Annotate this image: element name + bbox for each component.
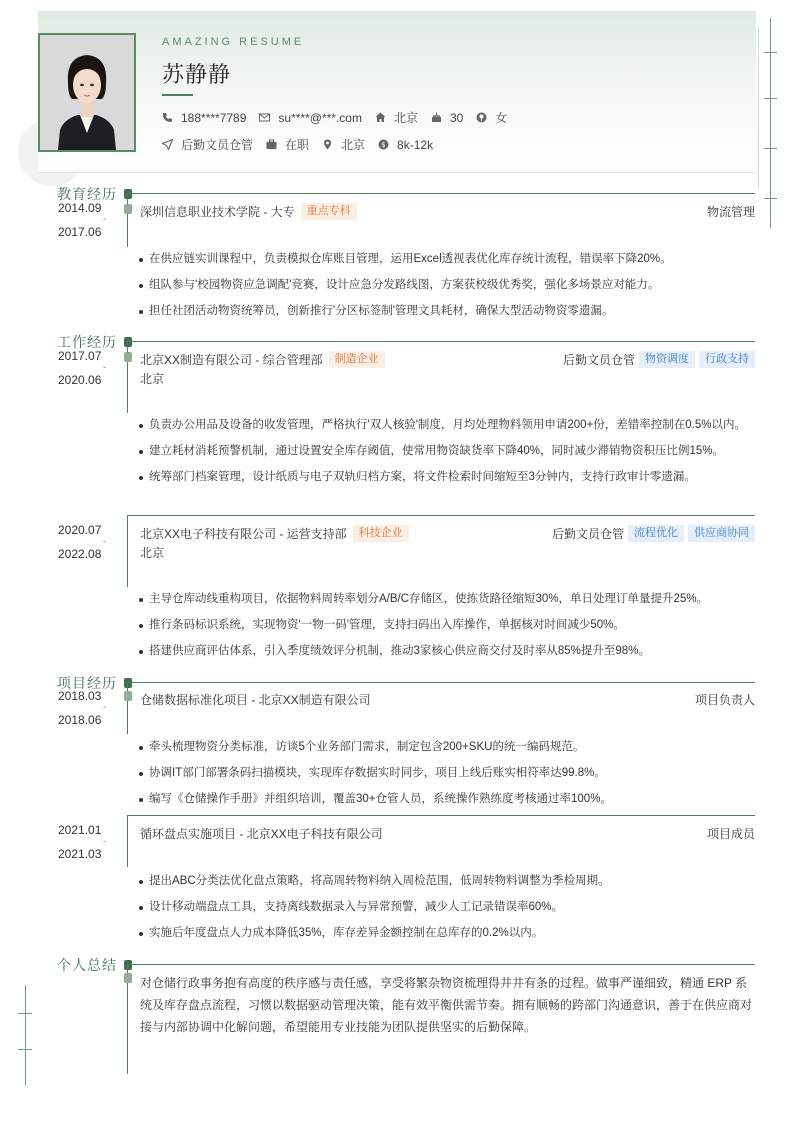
cake-icon <box>431 112 442 123</box>
date-separator: - <box>103 836 106 846</box>
work-end-date: 2020.06 <box>58 373 102 387</box>
list-item: 主导仓库动线重构项目，依据物料周转率划分A/B/C存储区，使拣货路径缩短30%，单日处理订单量提升25%。 <box>137 589 755 611</box>
contact-email <box>259 111 362 125</box>
list-item: 搭建供应商评估体系，引入季度绩效评分机制，推动3家核心供应商交付及时率从85%提升至98%。 <box>137 641 755 663</box>
entry-rule <box>127 815 755 816</box>
decorative-tick <box>18 1049 32 1050</box>
gender-value: 女 <box>495 111 508 125</box>
edu-school-row <box>140 203 357 220</box>
section-title-project: 项目经历 <box>57 675 117 691</box>
project-bullets <box>137 871 755 949</box>
intent-status <box>266 136 309 153</box>
list-item: 建立耗材消耗预警机制，通过设置安全库存阈值，使常用物资缺货率下降40%，同时减少滞销物资积压比例15%。 <box>137 441 755 463</box>
intent-salary <box>378 138 433 152</box>
section-title-education: 教育经历 <box>57 186 117 202</box>
list-item: 负责办公用品及设备的收发管理，严格执行'双人核验'制度，月均处理物料领用申请200+份，差错率控制在0.5%以内。 <box>137 415 755 437</box>
section-title-summary: 个人总结 <box>57 957 117 973</box>
decorative-tick <box>764 52 777 53</box>
company-name: 北京XX制造有限公司 - 综合管理部 <box>140 353 323 367</box>
age-value: 30 <box>449 110 464 125</box>
decorative-right-line <box>770 18 771 228</box>
entry-marker <box>124 973 132 983</box>
list-item: 协调IT部门部署条码扫描模块，实现库存数据实时同步，项目上线后账实相符率达99.8%。 <box>137 763 755 785</box>
section-rule <box>127 682 755 683</box>
role-tag: 流程优化 <box>628 525 684 542</box>
school-name: 深圳信息职业技术学院 - 大专 <box>140 205 295 219</box>
header-divider <box>38 172 756 173</box>
resume-subtitle: AMAZING RESUME <box>162 36 305 48</box>
project-end-date: 2018.06 <box>58 713 102 727</box>
project-start-date: 2018.03 <box>58 689 102 703</box>
intent-row <box>162 136 446 153</box>
date-separator: - <box>103 362 106 372</box>
location-pin-icon <box>322 139 333 150</box>
edu-major: 物流管理 <box>706 205 755 219</box>
contact-gender <box>476 109 507 126</box>
edu-bullets <box>137 249 755 327</box>
decorative-tick <box>764 98 777 99</box>
timeline-line <box>127 515 128 587</box>
candidate-name: 苏静静 <box>162 62 232 87</box>
intent-position <box>162 136 253 153</box>
section-title-work: 工作经历 <box>57 334 117 350</box>
list-item: 推行条码标识系统，实现物资'一物一码'管理，支持扫码出入库操作，单据核对时间减少50%。 <box>137 615 755 637</box>
project-name: 循环盘点实施项目 - 北京XX电子科技有限公司 <box>140 827 383 841</box>
mail-icon <box>259 112 270 123</box>
edu-start-date: 2014.09 <box>58 201 102 215</box>
profile-photo <box>38 33 136 152</box>
company-tag: 科技企业 <box>353 525 409 542</box>
contact-age <box>431 111 463 125</box>
role-title: 后勤文员仓管 <box>562 353 635 367</box>
company-name: 北京XX电子科技有限公司 - 运营支持部 <box>140 527 347 541</box>
phone-icon <box>162 112 173 123</box>
date-separator: - <box>103 702 106 712</box>
svg-text:$: $ <box>381 141 386 150</box>
section-rule <box>127 964 755 965</box>
decorative-left-line <box>25 985 26 1085</box>
send-icon <box>162 139 173 150</box>
name-underline <box>162 94 193 96</box>
project-start-date: 2021.01 <box>58 823 102 837</box>
date-separator: - <box>103 214 106 224</box>
list-item: 提出ABC分类法优化盘点策略，将高周转物料纳入周检范围，低周转物料调整为季检周期。 <box>137 871 755 893</box>
list-item: 组队参与'校园物资应急调配'竞赛，设计应急分发路线图，方案获校级优秀奖，强化多场景应对能力。 <box>137 275 755 297</box>
phone-value: 188****7789 <box>181 110 247 125</box>
salary-value: 8k-12k <box>397 137 434 152</box>
timeline-line <box>127 193 128 247</box>
intent-city <box>322 136 365 153</box>
timeline-line <box>127 815 128 867</box>
project-role: 项目成员 <box>706 827 755 841</box>
section-marker <box>124 189 132 199</box>
contact-phone <box>162 111 246 125</box>
project-name: 仓储数据标准化项目 - 北京XX制造有限公司 <box>140 693 371 707</box>
work-role-row <box>563 351 755 368</box>
date-separator: - <box>103 536 106 546</box>
decorative-tick <box>764 198 777 199</box>
header-side-line <box>758 28 759 188</box>
avatar-portrait <box>40 35 134 150</box>
section-marker <box>124 678 132 688</box>
city-value: 北京 <box>393 111 418 125</box>
section-rule <box>127 193 755 194</box>
project-role: 项目负责人 <box>694 693 755 707</box>
school-tag: 重点专科 <box>301 203 357 220</box>
contact-city <box>375 109 418 126</box>
work-start-date: 2020.07 <box>58 523 102 537</box>
briefcase-icon <box>266 139 277 150</box>
work-city: 北京 <box>140 546 165 560</box>
work-role-row <box>552 525 755 542</box>
role-tag: 供应商协同 <box>688 525 755 542</box>
contact-row <box>162 109 520 126</box>
money-icon <box>378 139 389 150</box>
project-bullets <box>137 737 755 815</box>
email-value: su****@***.com <box>278 110 362 125</box>
status-value: 在职 <box>285 138 310 152</box>
home-icon <box>375 112 386 123</box>
list-item: 设计移动端盘点工具，支持离线数据录入与异常预警，减少人工记录错误率60%。 <box>137 897 755 919</box>
role-title: 后勤文员仓管 <box>551 527 624 541</box>
position-value: 后勤文员仓管 <box>181 138 254 152</box>
list-item: 实施后年度盘点人力成本降低35%，库存差异金额控制在总库存的0.2%以内。 <box>137 923 755 945</box>
work-city: 北京 <box>140 372 165 386</box>
list-item: 编写《仓储操作手册》并组织培训，覆盖30+仓管人员，系统操作熟练度考核通过率100%。 <box>137 789 755 811</box>
list-item: 牵头梳理物资分类标准，访谈5个业务部门需求，制定包含200+SKU的统一编码规范。 <box>137 737 755 759</box>
project-end-date: 2021.03 <box>58 847 102 861</box>
work-bullets <box>137 415 755 493</box>
summary-text: 对仓储行政事务抱有高度的秩序感与责任感，享受将繁杂物资梳理得井井有条的过程。做事严谨细致，精通 ERP 系统及库存盘点流程，习惯以数据驱动管理决策，能有效平衡供需节奏。拥有顺畅的跨部门沟通意识，善于在供应商对接与内部协调中化解问题，希望能用专业技能为团队提供坚实的后勤保障。 <box>140 976 753 1034</box>
edu-end-date: 2017.06 <box>58 225 102 239</box>
intent-city-value: 北京 <box>341 138 366 152</box>
work-company-row <box>140 351 385 368</box>
gender-icon <box>476 112 487 123</box>
section-rule <box>127 341 755 342</box>
timeline-line <box>127 682 128 734</box>
decorative-tick <box>18 1013 32 1014</box>
list-item: 在供应链实训课程中，负责模拟仓库账目管理，运用Excel透视表优化库存统计流程，错误率下降20%。 <box>137 249 755 271</box>
work-end-date: 2022.08 <box>58 547 102 561</box>
section-marker <box>124 337 132 347</box>
entry-marker <box>124 691 132 701</box>
section-marker <box>124 960 132 970</box>
entry-rule <box>127 515 755 516</box>
list-item: 担任社团活动物资统筹员，创新推行'分区标签制'管理文具耗材，确保大型活动物资零遗漏。 <box>137 301 755 323</box>
list-item: 统筹部门档案管理，设计纸质与电子双轨归档方案，将文件检索时间缩短至3分钟内，支持行政审计零遗漏。 <box>137 467 755 489</box>
entry-marker <box>124 204 132 214</box>
work-bullets <box>137 589 755 667</box>
entry-marker <box>124 352 132 362</box>
role-tag: 行政支持 <box>699 351 755 368</box>
work-company-row <box>140 525 409 542</box>
decorative-tick <box>764 148 777 149</box>
work-start-date: 2017.07 <box>58 349 102 363</box>
company-tag: 制造企业 <box>329 351 385 368</box>
role-tag: 物资调度 <box>639 351 695 368</box>
